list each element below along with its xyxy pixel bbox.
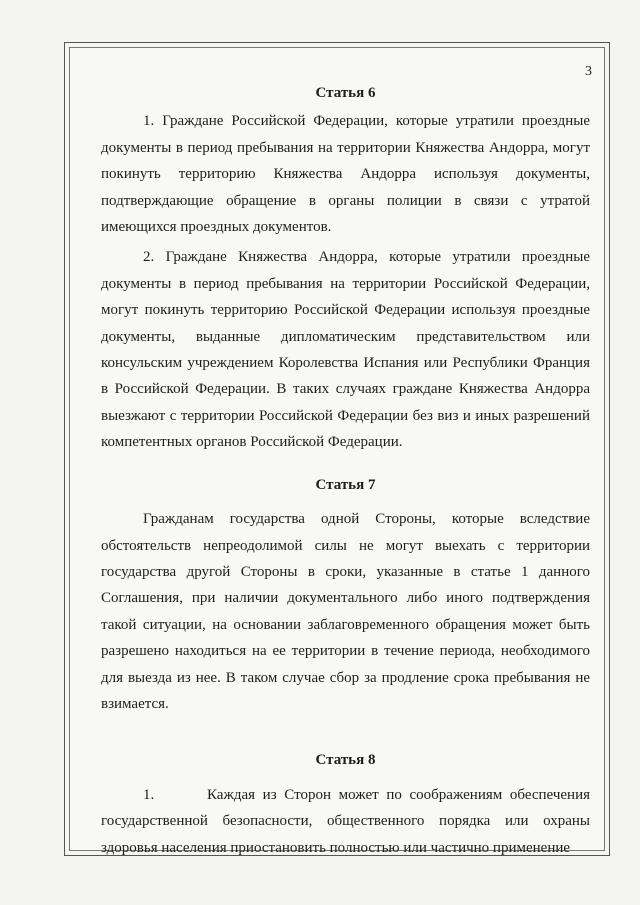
article-8-paragraph-1 xyxy=(101,782,590,861)
article-6-paragraph-2: 2. Граждане Княжества Андорра, которые утратили проездные документы в период пребывания на территории Российской Федерации, могут покинуть территорию Российской Федерации используя проездные документы, выданные дипломатическим представительством или консульским учреждением Королевства Испания или Республики Франция в Российской Федерации. В таких случаях граждане Княжества Андорра выезжают с территории Российской Федерации без виз и иных разрешений компетентных органов Российской Федерации. xyxy=(101,249,590,451)
article-7-paragraph-1: Гражданам государства одной Стороны, которые вследствие обстоятельств непреодолимой силы не могут выехать с территории государства другой Стороны в сроки, указанные в статье 1 данного Соглашения, при наличии документального либо иного подтверждения такой ситуации, на основании заблаговременного обращения может быть разрешено находиться на ее территории в течение периода, необходимого для выезда из нее. В таком случае сбор за продление срока пребывания не взимается. xyxy=(101,511,590,712)
article-8-title: Статья 8 xyxy=(315,752,376,769)
document-body xyxy=(101,80,590,861)
page-number: 3 xyxy=(585,64,592,79)
article-7-title: Статья 7 xyxy=(315,476,376,493)
article-8-paragraph-1-number: 1. xyxy=(143,786,155,803)
article-6-paragraph-1: 1. Граждане Российской Федерации, которые утратили проездные документы в период пребывания на территории Княжества Андорра, могут покинуть территорию Княжества Андорра используя документы, подтверждающие обращение в органы полиции в связи с утратой имеющихся проездных документов. xyxy=(101,113,590,236)
article-8-paragraph-1-text: Каждая из Сторон может по соображениям обеспечения государственной безопасности, общественного порядка или охраны здоровья населения приостановить полностью или частично применение xyxy=(101,786,590,856)
article-6-title: Статья 6 xyxy=(315,85,376,101)
